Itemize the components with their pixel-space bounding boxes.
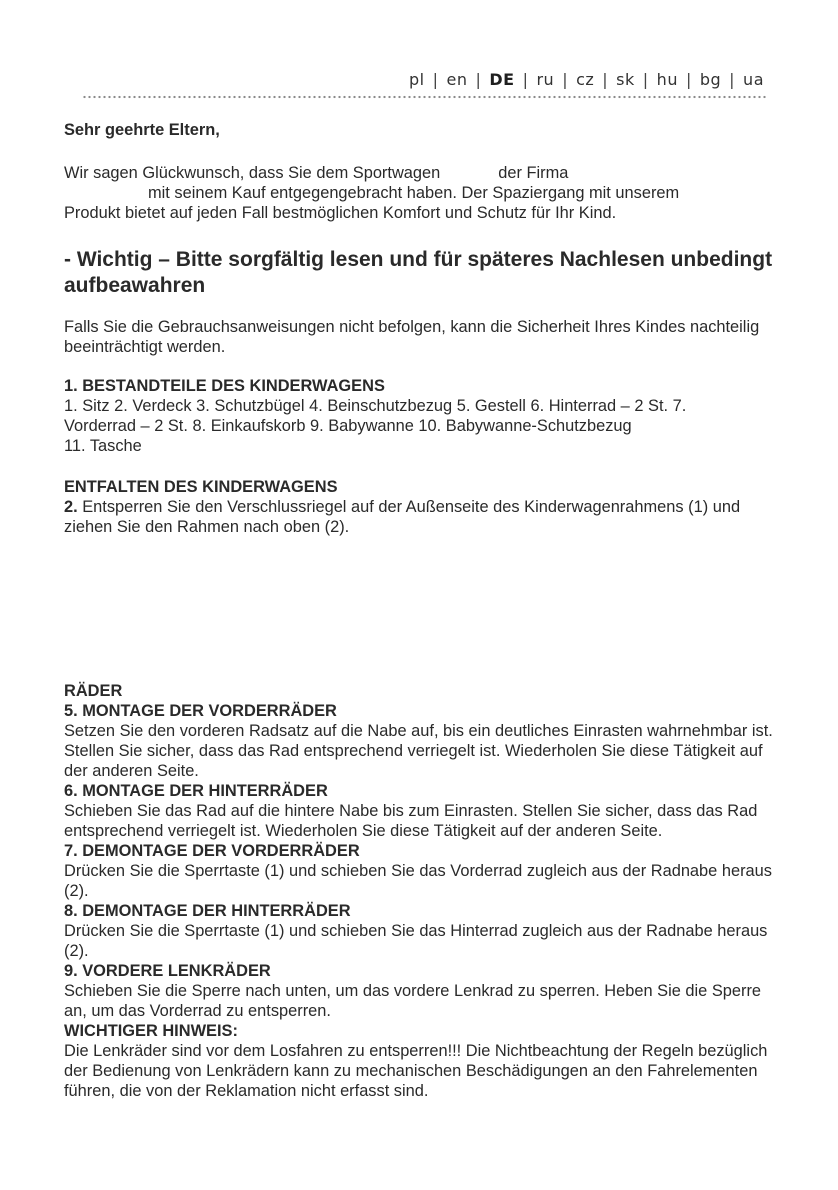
lang-hu[interactable]: hu: [656, 70, 678, 89]
section-components: [64, 376, 784, 456]
wheels-item-heading: 7. DEMONTAGE DER VORDERRÄDER: [64, 842, 360, 860]
intro-line2: mit seinem Kauf entgegengebracht haben. Der Spaziergang mit unserem: [148, 184, 680, 202]
components-line-1: 1. Sitz 2. Verdeck 3. Schutzbügel 4. Beinschutzbezug 5. Gestell 6. Hinterrad – 2 St. 7.: [64, 397, 687, 415]
wheels-item-heading: 9. VORDERE LENKRÄDER: [64, 962, 271, 980]
section-components-heading: 1. BESTANDTEILE DES KINDERWAGENS: [64, 377, 385, 395]
components-line-3: 11. Tasche: [64, 437, 142, 455]
wheels-heading: RÄDER: [64, 682, 123, 700]
warning-text: Falls Sie die Gebrauchsanweisungen nicht befolgen, kann die Sicherheit Ihres Kindes nachteilig beeinträchtigt werden.: [64, 318, 760, 356]
unfold-text: [64, 497, 784, 537]
intro-line1a: Wir sagen Glückwunsch, dass Sie dem Sportwagen: [64, 164, 441, 182]
wheels-item-text: Schieben Sie das Rad auf die hintere Nabe bis zum Einrasten. Stellen Sie sicher, dass das Rad entsprechend verriegelt ist. Wiederholen Sie diese Tätigkeit auf der anderen Seite.: [64, 802, 758, 840]
section-unfold: [64, 477, 784, 537]
components-line-2: Vorderrad – 2 St. 8. Einkaufskorb 9. Babywanne 10. Babywanne-Schutzbezug: [64, 417, 632, 435]
section-unfold-heading: ENTFALTEN DES KINDERWAGENS: [64, 478, 338, 496]
unfold-step-text: Entsperren Sie den Verschlussriegel auf der Außenseite des Kinderwagenrahmens (1) und ziehen Sie den Rahmen nach oben (2).: [64, 498, 741, 536]
intro-paragraph: [64, 163, 784, 223]
language-selector: [409, 70, 764, 89]
lang-separator: |: [432, 70, 439, 89]
dotted-divider: [82, 95, 768, 99]
lang-pl[interactable]: pl: [408, 70, 425, 89]
wheels-item-heading: 8. DEMONTAGE DER HINTERRÄDER: [64, 902, 351, 920]
wheels-item-text: Drücken Sie die Sperrtaste (1) und schieben Sie das Vorderrad zugleich aus der Radnabe heraus (2).: [64, 862, 772, 900]
intro-line1b: der Firma: [498, 164, 569, 182]
lang-separator: |: [642, 70, 649, 89]
important-note-text: Die Lenkräder sind vor dem Losfahren zu entsperren!!! Die Nichtbeachtung der Regeln bezüglich der Bedienung von Lenkrädern kann zu mechanischen Beschädigungen an den Fahrelementen führen, die von der Reklamation nicht erfasst sind.: [64, 1042, 768, 1100]
lang-ua[interactable]: ua: [743, 70, 764, 89]
lang-bg[interactable]: bg: [699, 70, 722, 89]
lang-de[interactable]: DE: [489, 70, 515, 89]
wheels-item-heading: 5. MONTAGE DER VORDERRÄDER: [64, 702, 337, 720]
lang-separator: |: [685, 70, 692, 89]
unfold-step-number: 2.: [64, 498, 78, 516]
lang-separator: |: [562, 70, 569, 89]
lang-en[interactable]: en: [446, 70, 468, 89]
important-note-heading: WICHTIGER HINWEIS:: [64, 1022, 238, 1040]
section-wheels: [64, 681, 784, 1101]
wheels-item-text: Schieben Sie die Sperre nach unten, um das vordere Lenkrad zu sperren. Heben Sie die Sperre an, um das Vorderrad zu entsperren.: [64, 982, 762, 1020]
important-heading: - Wichtig – Bitte sorgfältig lesen und für späteres Nachlesen unbedingt aufbeawahren: [64, 248, 773, 297]
lang-separator: |: [475, 70, 482, 89]
lang-separator: |: [729, 70, 736, 89]
wheels-item-heading: 6. MONTAGE DER HINTERRÄDER: [64, 782, 328, 800]
lang-sk[interactable]: sk: [616, 70, 635, 89]
lang-cz[interactable]: cz: [576, 70, 595, 89]
lang-separator: |: [602, 70, 609, 89]
salutation: Sehr geehrte Eltern,: [64, 121, 220, 139]
lang-ru[interactable]: ru: [536, 70, 555, 89]
intro-line3: Produkt bietet auf jeden Fall bestmöglichen Komfort und Schutz für Ihr Kind.: [64, 204, 617, 222]
wheels-item-text: Setzen Sie den vorderen Radsatz auf die Nabe auf, bis ein deutliches Einrasten wahrnehmbar ist. Stellen Sie sicher, dass das Rad entsprechend verriegelt ist. Wiederholen Sie diese Tätigkeit auf der anderen Seite.: [64, 722, 773, 780]
lang-separator: |: [522, 70, 529, 89]
wheels-item-text: Drücken Sie die Sperrtaste (1) und schieben Sie das Hinterrad zugleich aus der Radnabe heraus (2).: [64, 922, 768, 960]
